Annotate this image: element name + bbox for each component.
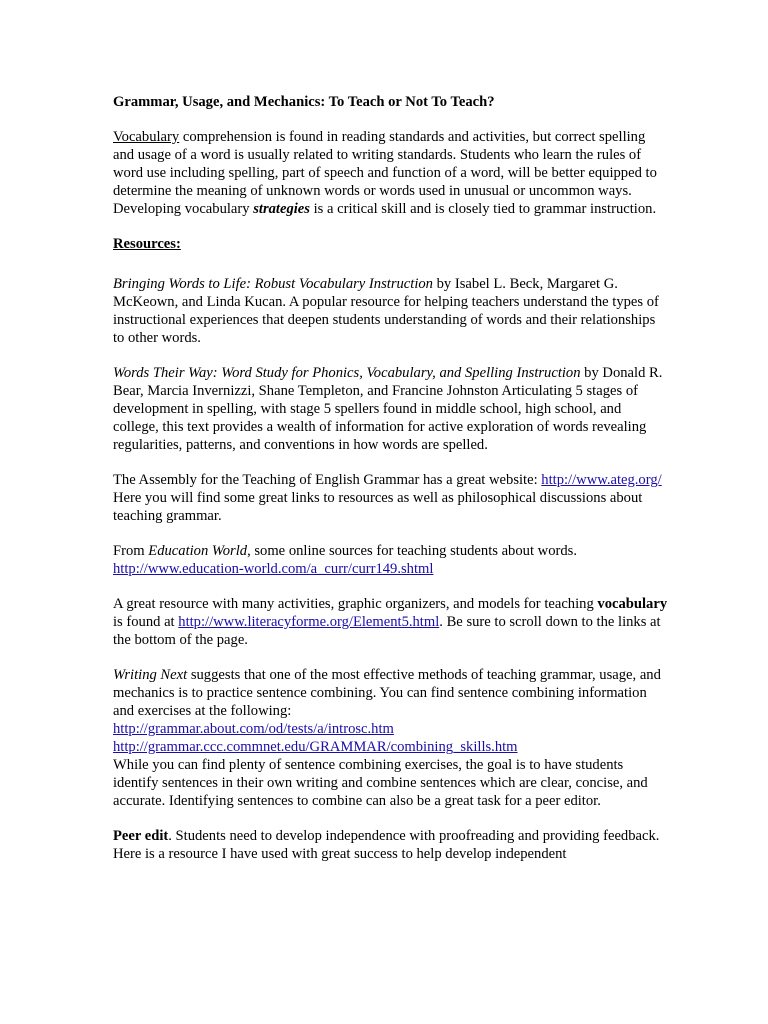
peer-edit-paragraph xyxy=(113,827,668,863)
book2-text: by Donald R. Bear, Marcia Invernizzi, Shane Templeton, and Francine Johnston Articulating 5 stages of development in spelling, with stage 5 spellers found in middle school, high school, and college, this text provides a wealth of information for active exploration of words revealing regularities, patterns, and conventions in how words are spelled. xyxy=(113,365,663,453)
eduworld-link[interactable]: http://www.education-world.com/a_curr/curr149.shtml xyxy=(113,561,434,577)
ateg-link[interactable]: http://www.ateg.org/ xyxy=(541,472,662,488)
literacy-text-2: is found at xyxy=(113,614,179,630)
peer-edit-text: . Students need to develop independence with proofreading and providing feedback. Here is a resource I have used with great success to help develop independent xyxy=(113,828,660,862)
book2-title: Words Their Way: Word Study for Phonics, Vocabulary, and Spelling Instruction xyxy=(113,365,581,381)
literacy-text-1: A great resource with many activities, graphic organizers, and models for teaching xyxy=(113,596,598,612)
document-title: Grammar, Usage, and Mechanics: To Teach or Not To Teach? xyxy=(113,94,495,110)
resources-heading: Resources: xyxy=(113,236,181,252)
ateg-text-1: The Assembly for the Teaching of English Grammar has a great website: xyxy=(113,472,542,488)
intro-text-2: is a critical skill and is closely tied to grammar instruction. xyxy=(309,201,657,217)
vocabulary-term: Vocabulary xyxy=(113,129,180,145)
eduworld-paragraph xyxy=(113,542,668,578)
eduworld-text-2: , some online sources for teaching students about words. xyxy=(247,543,577,559)
book2-paragraph xyxy=(113,364,668,454)
literacy-link[interactable]: http://www.literacyforme.org/Element5.html xyxy=(178,614,440,630)
intro-paragraph xyxy=(113,128,668,218)
ateg-text-2: Here you will find some great links to resources as well as philosophical discussions about teaching grammar. xyxy=(113,490,643,524)
literacy-text-3: . Be sure to scroll down to the links at the bottom of the page. xyxy=(113,614,661,648)
writing-next-title: Writing Next xyxy=(113,667,188,683)
sentence-combining-link-1[interactable]: http://grammar.about.com/od/tests/a/introsc.htm xyxy=(113,721,394,737)
intro-text-1: comprehension is found in reading standards and activities, but correct spelling and usage of a word is usually related to writing standards. Students who learn the rules of word use including spelling, part of speech and function of a word, will be better equipped to determine the meaning of unknown words or words used in unusual or uncommon ways. Developing vocabulary xyxy=(113,129,657,217)
book1-title: Bringing Words to Life: Robust Vocabulary Instruction xyxy=(113,276,433,292)
literacy-bold: vocabulary xyxy=(597,596,668,612)
writing-next-text: suggests that one of the most effective methods of teaching grammar, usage, and mechanics is to practice sentence combining. You can find sentence combining information and exercises at the following: xyxy=(113,667,661,719)
peer-edit-bold: Peer edit xyxy=(113,828,169,844)
literacy-paragraph xyxy=(113,595,668,649)
sentence-combining-link-2[interactable]: http://grammar.ccc.commnet.edu/GRAMMAR/combining_skills.htm xyxy=(113,739,518,755)
strategies-term: strategies xyxy=(253,201,310,217)
book1-paragraph xyxy=(113,275,668,347)
eduworld-name: Education World xyxy=(148,543,248,559)
eduworld-text-1: From xyxy=(113,543,149,559)
book1-text: by Isabel L. Beck, Margaret G. McKeown, and Linda Kucan. A popular resource for helping teachers understand the types of instructional experiences that deepen students understanding of words and their relationships to other words. xyxy=(113,276,659,346)
writing-next-text-2: While you can find plenty of sentence combining exercises, the goal is to have students identify sentences in their own writing and combine sentences which are clear, concise, and accurate. Identifying sentences to combine can also be a great task for a peer editor. xyxy=(113,757,648,809)
writing-next-paragraph xyxy=(113,666,668,810)
ateg-paragraph xyxy=(113,471,668,525)
